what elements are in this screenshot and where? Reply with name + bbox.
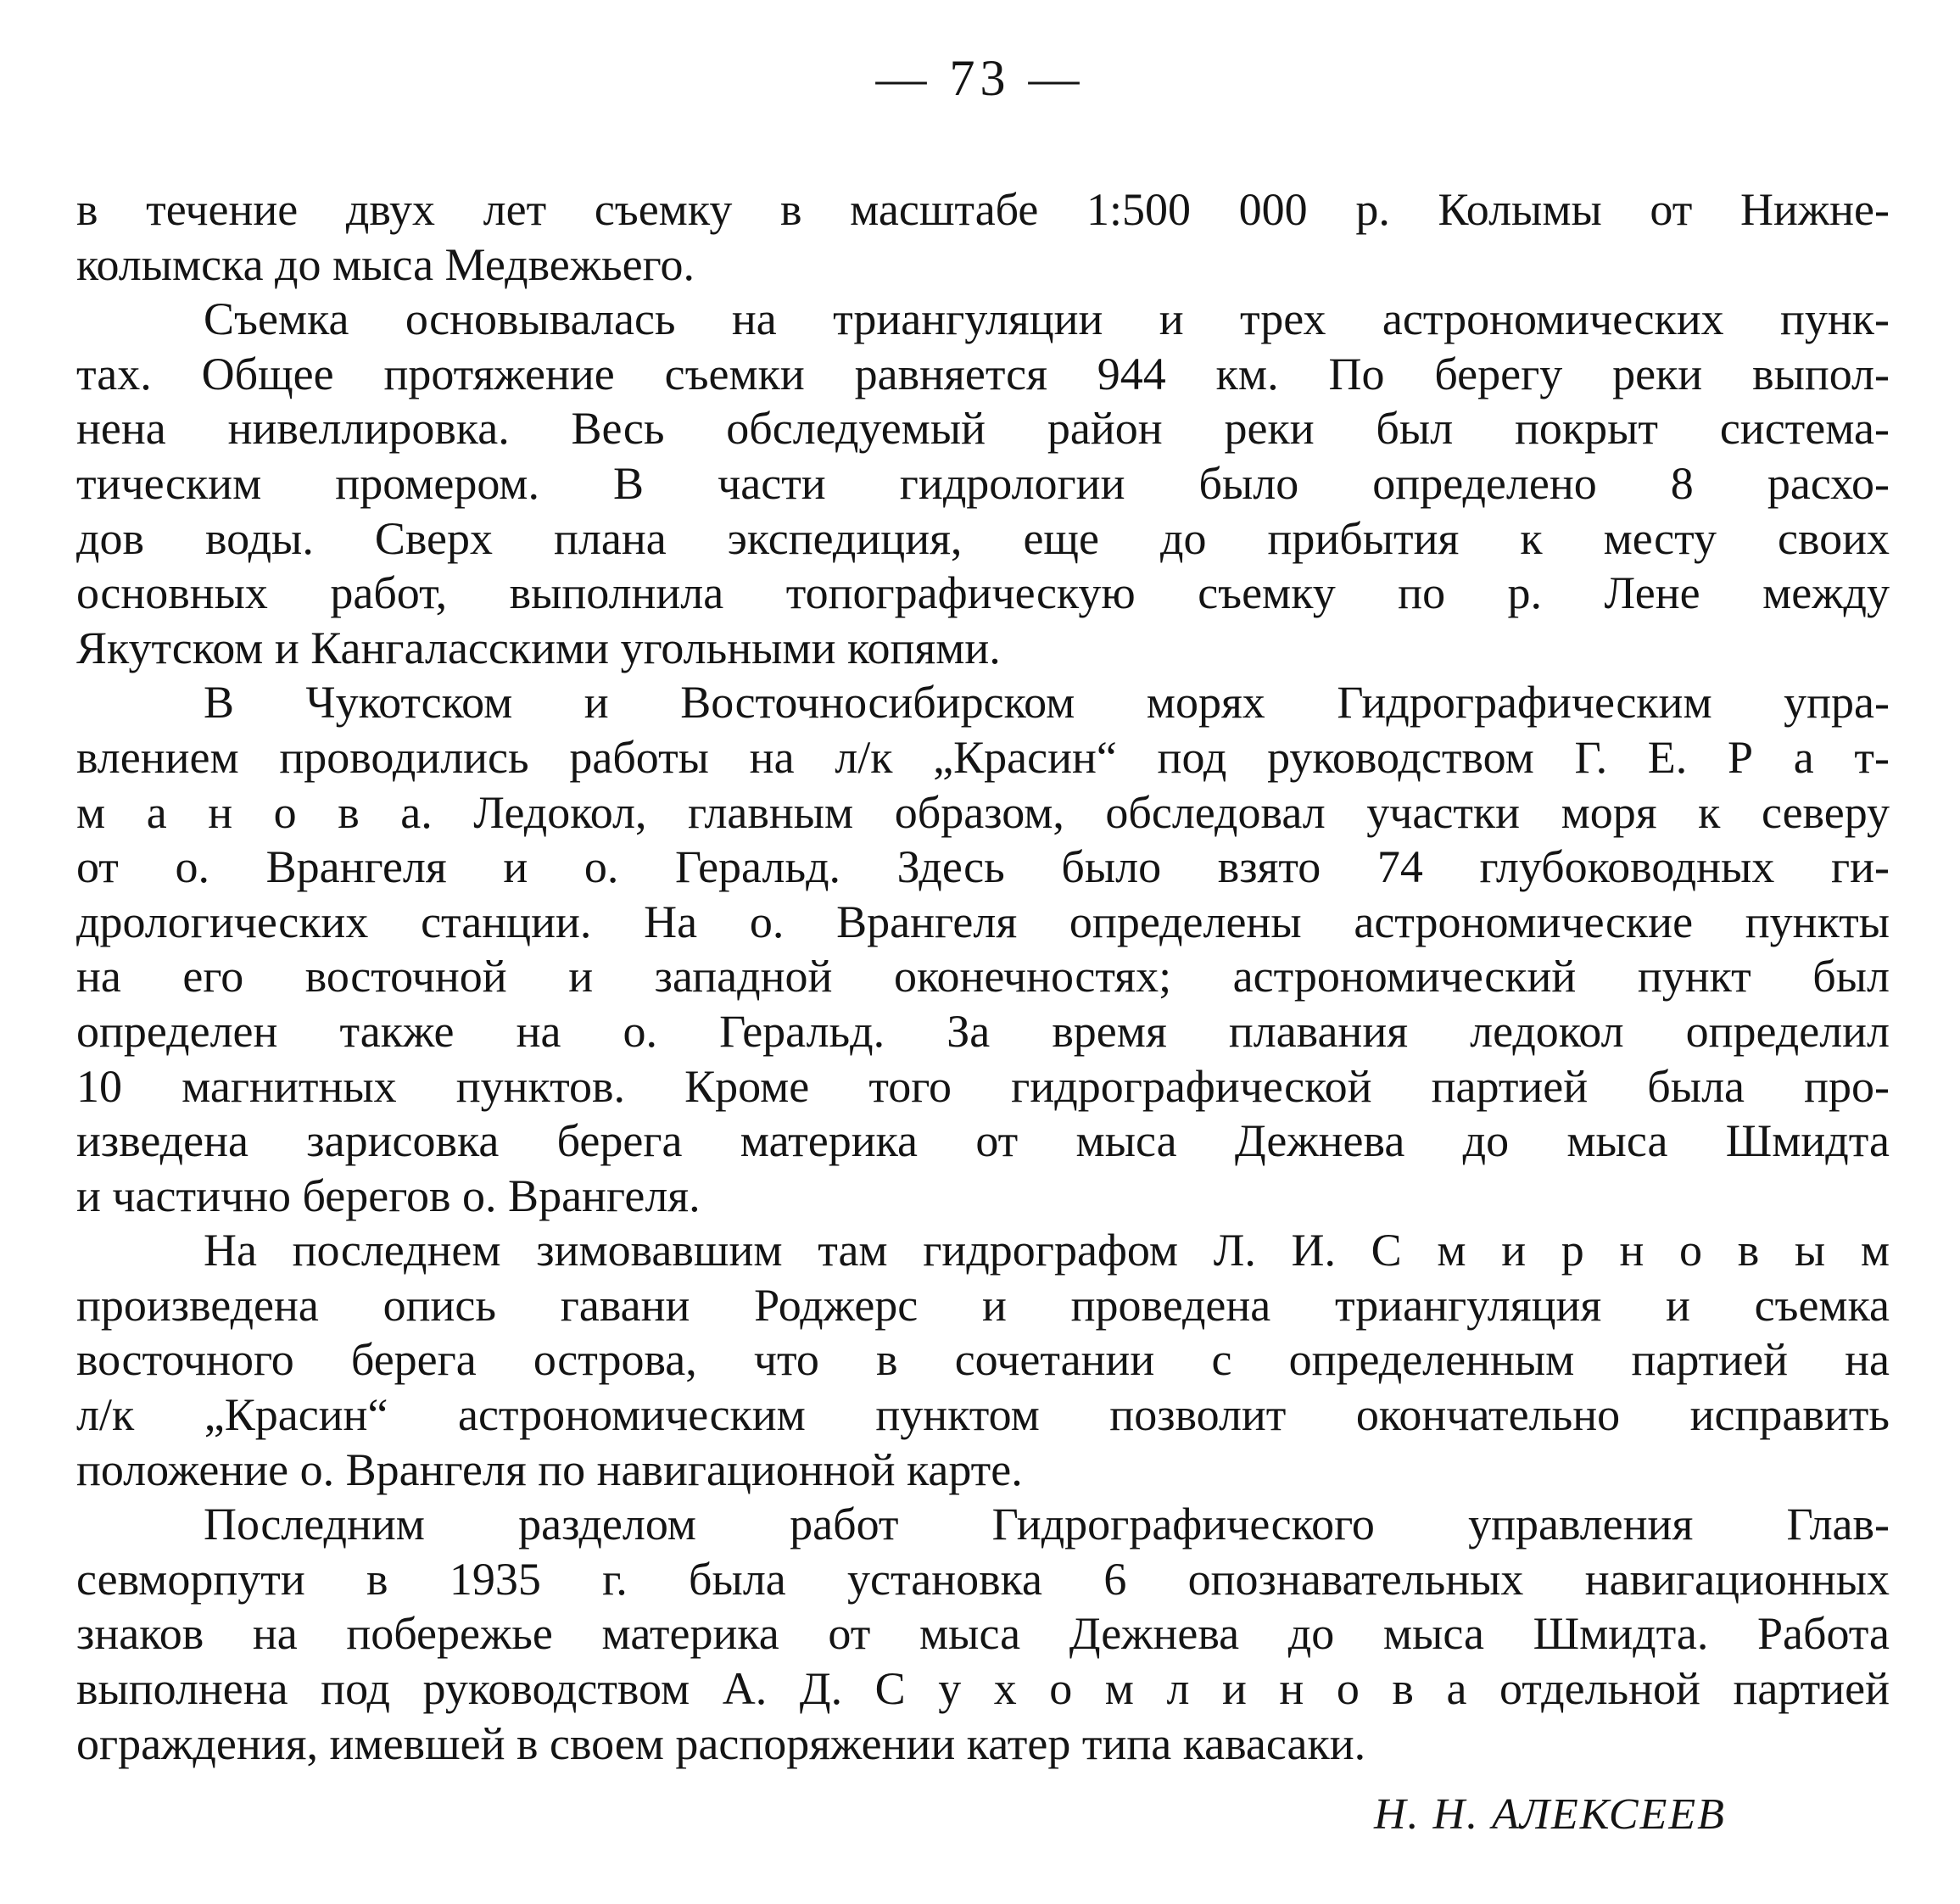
- text-line: тах. Общее протяжение съемки равняется 944 км. По берегу реки выпол-: [76, 348, 1890, 399]
- text-line: В Чукотском и Восточносибирском морях Гидрографическим упра-: [204, 677, 1890, 729]
- paragraph-3: [76, 675, 1890, 1223]
- text-line: дов воды. Сверх плана экспедиция, еще до прибытия к месту своих: [76, 512, 1890, 564]
- text-line: произведена опись гавани Роджерс и проведена триангуляция и съемка: [76, 1279, 1890, 1331]
- text-line: влением проводились работы на л/к „Красин“ под руководством Г. Е. Р а т-: [76, 731, 1890, 783]
- page-number: — 73 —: [875, 50, 1085, 106]
- article-text: [76, 182, 1890, 1771]
- text-line: севморпути в 1935 г. была установка 6 опознавательных навигационных: [76, 1553, 1890, 1605]
- text-line: знаков на побережье материка от мыса Дежнева до мыса Шмидта. Работа: [76, 1608, 1890, 1660]
- paragraph-4: [76, 1223, 1890, 1497]
- text-line: положение о. Врангеля по навигационной карте.: [76, 1443, 1023, 1495]
- text-line: на его восточной и западной оконечностях; астрономический пункт был: [76, 951, 1890, 1002]
- text-line: изведена зарисовка берега материка от мыса Дежнева до мыса Шмидта: [76, 1115, 1890, 1167]
- author-signature: Н. Н. АЛЕКСЕЕВ: [1374, 1790, 1726, 1839]
- text-line: дрологических станции. На о. Врангеля определены астрономические пункты: [76, 896, 1890, 947]
- text-line: восточного берега острова, что в сочетании с определенным партией на: [76, 1334, 1890, 1386]
- text-line: от о. Врангеля и о. Геральд. Здесь было взято 74 глубоководных ги-: [76, 841, 1890, 893]
- paragraph-1: [76, 182, 1890, 292]
- text-line: основных работ, выполнила топографическую съемку по р. Лене между: [76, 567, 1890, 619]
- paragraph-5: [76, 1497, 1890, 1771]
- text-line: На последнем зимовавшим там гидрографом Л. И. С м и р н о в ы м: [204, 1225, 1890, 1276]
- text-line: определен также на о. Геральд. За время плавания ледокол определил: [76, 1005, 1890, 1057]
- text-line: 10 магнитных пунктов. Кроме того гидрографической партией была про-: [76, 1060, 1890, 1112]
- text-line: ограждения, имевшей в своем распоряжении катер типа кавасаки.: [76, 1717, 1366, 1769]
- paragraph-2: [76, 292, 1890, 675]
- text-line: л/к „Красин“ астрономическим пунктом позволит окончательно исправить: [76, 1389, 1890, 1441]
- text-line: Якутском и Кангаласскими угольными копями.: [76, 622, 1001, 673]
- text-line: колымска до мыса Медвежьего.: [76, 238, 695, 290]
- text-line: и частично берегов о. Врангеля.: [76, 1170, 701, 1221]
- text-line: выполнена под руководством А. Д. С у х о м л и н о в а отдельной партией: [76, 1663, 1890, 1715]
- text-line: Съемка основывалась на триангуляции и трех астрономических пунк-: [204, 293, 1890, 345]
- text-line: м а н о в а. Ледокол, главным образом, обследовал участки моря к северу: [76, 786, 1890, 838]
- text-line: тическим промером. В части гидрологии было определено 8 расхо-: [76, 457, 1890, 509]
- text-line: нена нивеллировка. Весь обследуемый район реки был покрыт система-: [76, 403, 1890, 455]
- text-line: Последним разделом работ Гидрографического управления Глав-: [204, 1499, 1890, 1550]
- text-line: в течение двух лет съемку в масштабе 1:500 000 р. Колымы от Нижне-: [76, 184, 1890, 235]
